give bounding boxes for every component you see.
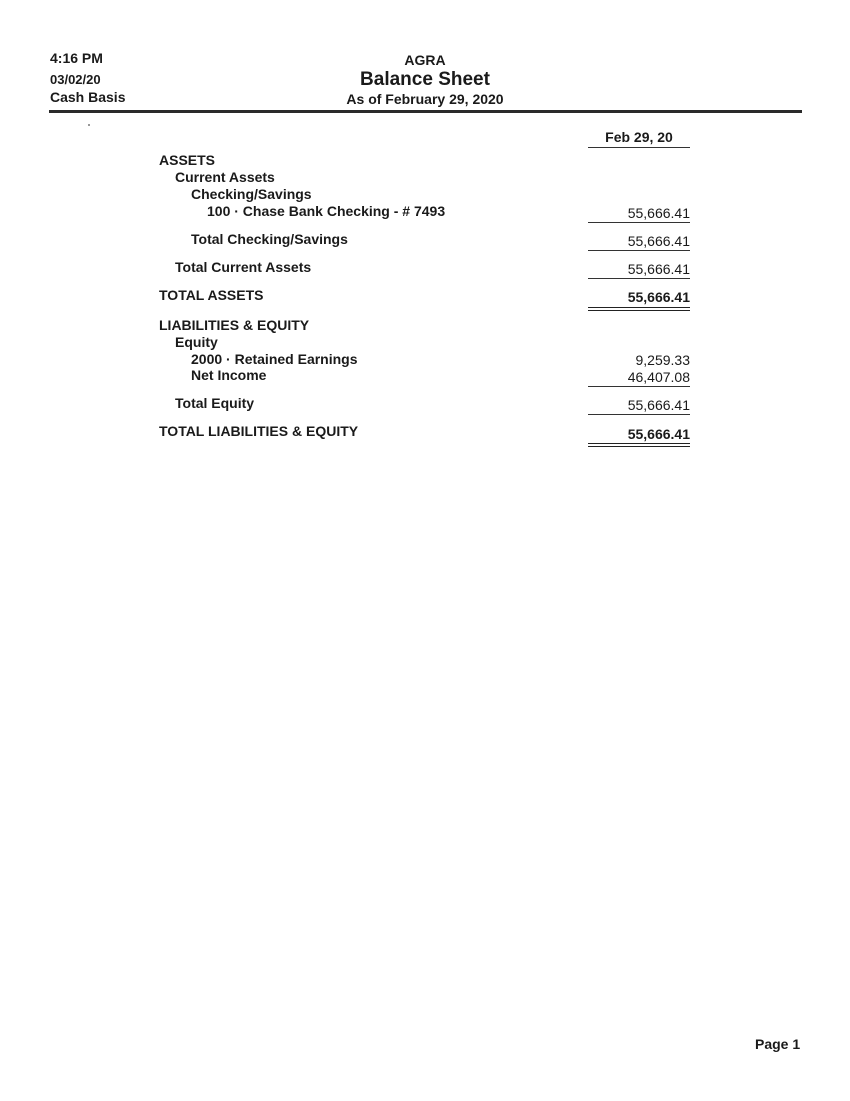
total-assets-amount: 55,666.41 [627, 289, 690, 305]
account-chase-checking-amount: 55,666.41 [627, 205, 690, 221]
company-name: AGRA [404, 52, 446, 68]
total-liabilities-equity-amount: 55,666.41 [627, 426, 690, 442]
account-retained-earnings-amount: 9,259.33 [635, 352, 690, 368]
section-liabilities-equity: LIABILITIES & EQUITY [159, 317, 310, 333]
group-checking-savings: Checking/Savings [191, 186, 312, 202]
report-basis: Cash Basis [50, 89, 126, 105]
account-retained-earnings-label: 2000 · Retained Earnings [191, 351, 358, 367]
total-liabilities-equity-label: TOTAL LIABILITIES & EQUITY [159, 423, 359, 439]
total-current-assets-label: Total Current Assets [175, 259, 312, 275]
double-rule-bottom [588, 446, 690, 447]
account-chase-checking-label: 100 · Chase Bank Checking - # 7493 [207, 203, 446, 219]
report-date: 03/02/20 [50, 72, 101, 87]
report-title: Balance Sheet [360, 69, 490, 90]
subtotal-rule [588, 250, 690, 251]
subtotal-rule [588, 386, 690, 387]
total-equity-label: Total Equity [175, 395, 255, 411]
account-net-income-amount: 46,407.08 [627, 369, 690, 385]
subtotal-rule [588, 278, 690, 279]
column-header-period: Feb 29, 20 [605, 129, 673, 145]
account-net-income-label: Net Income [191, 367, 267, 383]
subtotal-rule [588, 222, 690, 223]
double-rule-top [588, 443, 690, 444]
group-equity: Equity [175, 334, 218, 350]
report-as-of: As of February 29, 2020 [346, 91, 504, 107]
scan-speck [88, 124, 90, 126]
section-assets: ASSETS [159, 152, 216, 168]
column-header-underline [588, 147, 690, 148]
report-time: 4:16 PM [50, 50, 103, 66]
total-checking-savings-label: Total Checking/Savings [191, 231, 348, 247]
subtotal-rule [588, 414, 690, 415]
total-assets-label: TOTAL ASSETS [159, 287, 264, 303]
double-rule-top [588, 307, 690, 308]
page-number: Page 1 [755, 1036, 801, 1052]
group-current-assets: Current Assets [175, 169, 275, 185]
total-equity-amount: 55,666.41 [627, 397, 690, 413]
total-checking-savings-amount: 55,666.41 [627, 233, 690, 249]
double-rule-bottom [588, 310, 690, 311]
header-divider [49, 110, 802, 113]
total-current-assets-amount: 55,666.41 [627, 261, 690, 277]
